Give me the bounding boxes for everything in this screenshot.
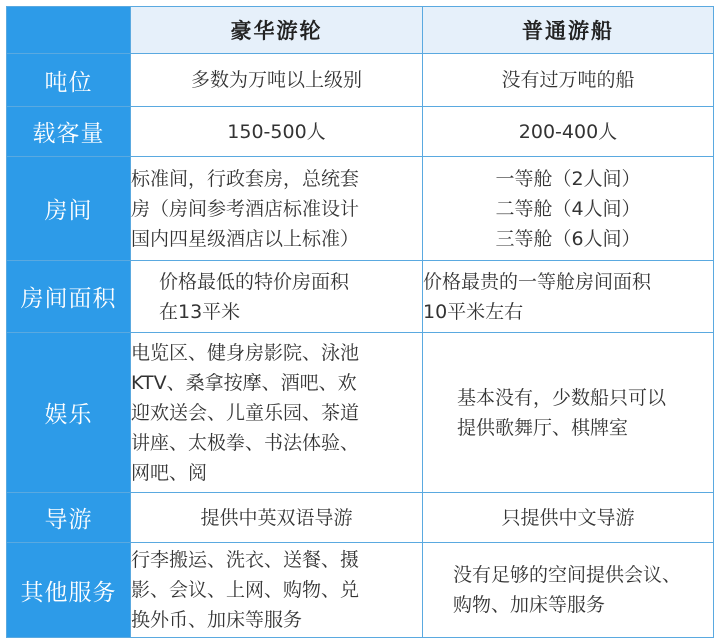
cell-line: 200-400人 (518, 120, 618, 143)
ordinary-cell (423, 261, 714, 333)
luxury-cell (131, 54, 423, 107)
row-header: 导游 (7, 493, 131, 543)
cell-text (423, 164, 713, 254)
cell-line: 在13平米 (159, 300, 241, 323)
cell-line: 讲座、太极拳、书法体验、 (131, 431, 360, 454)
cell-text (423, 503, 713, 533)
cruise-comparison-table (6, 6, 714, 638)
cell-line: 购物、加床等服务 (453, 594, 606, 616)
ordinary-cell (423, 157, 714, 261)
ordinary-cell (423, 493, 714, 543)
cell-text (131, 338, 422, 488)
cell-text (457, 383, 713, 443)
cell-line: 价格最贵的一等舱房间面积 (423, 270, 652, 293)
cell-text (131, 545, 422, 635)
ordinary-cell (423, 333, 714, 493)
cell-line: 没有足够的空间提供会议、 (453, 564, 682, 586)
cell-line: 网吧、阅 (131, 461, 208, 484)
cell-line: 换外币、加床等服务 (131, 609, 303, 631)
cell-text (423, 117, 713, 147)
table-row (7, 333, 714, 493)
table-row (7, 261, 714, 333)
cell-text (131, 164, 422, 254)
ordinary-cell (423, 54, 714, 107)
column-header-luxury: 豪华游轮 (131, 7, 423, 54)
luxury-cell (131, 493, 423, 543)
cell-text (159, 267, 422, 327)
cell-line: 国内四星级酒店以上标准） (131, 227, 360, 250)
cell-text (131, 65, 422, 95)
cell-line: 一等舱（2人间） (495, 167, 641, 190)
table-row (7, 54, 714, 107)
cell-line: 房（房间参考酒店标准设计 (131, 197, 360, 220)
row-header: 载客量 (7, 107, 131, 157)
cell-line: 二等舱（4人间） (495, 197, 641, 220)
cell-line: 迎欢送会、儿童乐园、茶道 (131, 401, 360, 424)
column-header-ordinary: 普通游船 (423, 7, 714, 54)
luxury-cell (131, 107, 423, 157)
corner-cell (7, 7, 131, 54)
cell-line: 提供中英双语导游 (200, 506, 353, 529)
row-header: 房间面积 (7, 261, 131, 333)
cell-text (423, 267, 713, 327)
cell-line: 行李搬运、洗衣、送餐、摄 (131, 549, 360, 571)
row-header: 娱乐 (7, 333, 131, 493)
table-row (7, 493, 714, 543)
cell-line: 标准间，行政套房，总统套 (131, 167, 360, 190)
cell-text (131, 117, 422, 147)
cell-line: 提供歌舞厅、棋牌室 (457, 416, 629, 439)
cell-line: 基本没有，少数船只可以 (457, 386, 667, 409)
row-header: 吨位 (7, 54, 131, 107)
ordinary-cell (423, 543, 714, 638)
table-row (7, 543, 714, 638)
cell-line: 多数为万吨以上级别 (190, 69, 362, 91)
header-row (7, 7, 714, 54)
row-header: 其他服务 (7, 543, 131, 638)
cell-line: KTV、桑拿按摩、酒吧、欢 (131, 371, 357, 394)
luxury-cell (131, 543, 423, 638)
cell-line: 影、会议、上网、购物、兑 (131, 579, 360, 601)
row-header: 房间 (7, 157, 131, 261)
luxury-cell (131, 261, 423, 333)
luxury-cell (131, 157, 423, 261)
cell-line: 没有过万吨的船 (501, 69, 635, 91)
cell-line: 10平米左右 (423, 300, 524, 323)
cell-line: 只提供中文导游 (501, 506, 635, 529)
cell-text (453, 560, 713, 620)
table-row (7, 107, 714, 157)
cell-line: 150-500人 (227, 120, 326, 143)
luxury-cell (131, 333, 423, 493)
table-row (7, 157, 714, 261)
cell-line: 电览区、健身房影院、泳池 (131, 341, 360, 364)
cell-line: 价格最低的特价房面积 (159, 270, 350, 293)
ordinary-cell (423, 107, 714, 157)
cell-text (423, 65, 713, 95)
cell-text (131, 503, 422, 533)
cell-line: 三等舱（6人间） (495, 227, 641, 250)
